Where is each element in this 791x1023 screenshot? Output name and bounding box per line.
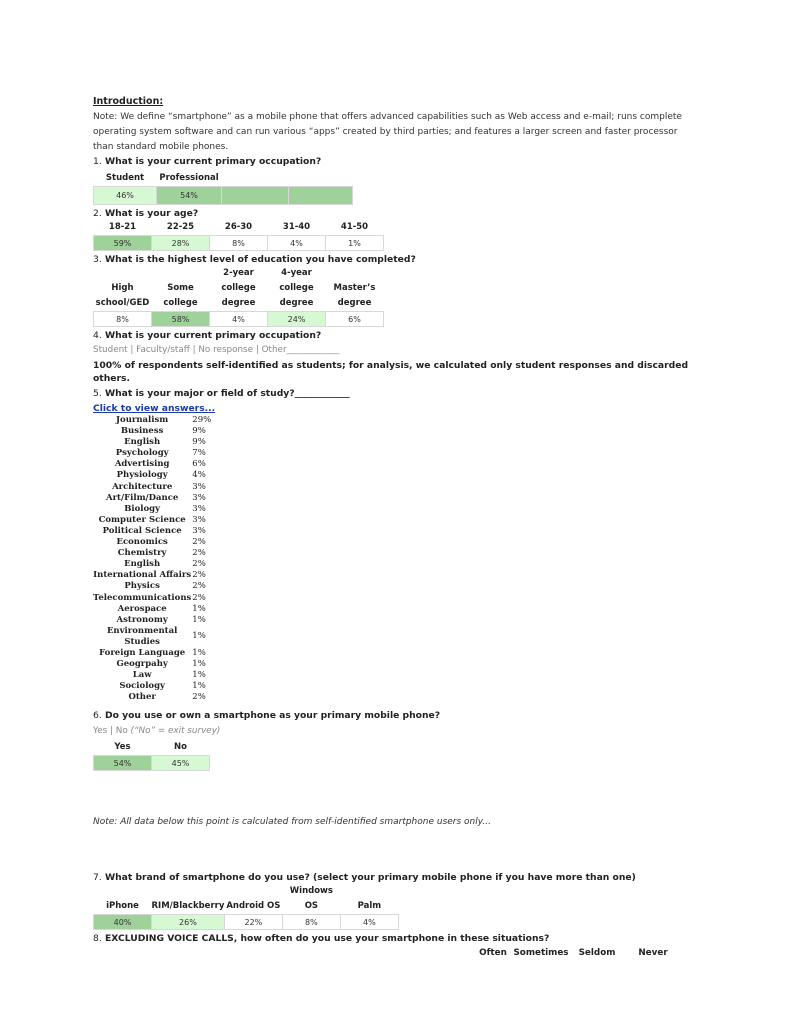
q2-table <box>93 220 384 251</box>
major-percent: 7% <box>192 448 206 459</box>
q7-header: RIM/Blackberry <box>151 901 225 912</box>
q7-value: 40% <box>94 915 152 930</box>
major-percent: 2% <box>192 592 206 603</box>
major-row <box>93 648 211 659</box>
major-name: Architecture <box>112 481 173 492</box>
major-row <box>93 537 211 548</box>
q8-header: Seldom <box>578 948 616 959</box>
major-percent: 2% <box>192 581 206 592</box>
major-percent: 9% <box>192 437 206 448</box>
q7-header: Windows OS <box>289 886 333 912</box>
q6-header: Yes <box>114 742 131 753</box>
major-row <box>93 626 211 648</box>
q2-value: 1% <box>326 236 384 251</box>
q3-header: High school/GED <box>95 283 150 308</box>
major-row <box>93 426 211 437</box>
major-percent: 1% <box>192 659 206 670</box>
q2-value: 8% <box>210 236 268 251</box>
major-percent: 2% <box>192 537 206 548</box>
q8-header: Sometimes <box>513 948 569 959</box>
question-6: 6. Do you use or own a smartphone as your primary mobile phone? <box>93 710 441 722</box>
q6-options: Yes | No (“No” = exit survey) <box>93 726 221 737</box>
major-percent: 4% <box>192 470 206 481</box>
q2-header: 26-30 <box>224 222 253 232</box>
major-row <box>93 437 211 448</box>
q1-header <box>222 171 289 187</box>
major-percent: 1% <box>192 647 206 658</box>
q3-value: 8% <box>94 312 152 327</box>
major-percent: 3% <box>192 525 206 536</box>
major-row <box>93 415 211 426</box>
q3-value: 4% <box>210 312 268 327</box>
major-name: Business <box>120 426 164 437</box>
major-row <box>93 581 211 592</box>
major-row <box>93 504 211 515</box>
q6-value: 54% <box>94 756 152 771</box>
q3-table <box>93 266 384 327</box>
major-row <box>93 470 211 481</box>
q2-header: 22-25 <box>166 222 195 232</box>
intro-note: Note: We define “smartphone” as a mobile phone that offers advanced capabilities such as Web access and e-mail; runs complete operating system software and can run various “apps” created by third parties; and features a larger screen and faster processor than standard mobile phones. <box>93 112 682 152</box>
q3-header: Some college <box>163 283 198 308</box>
q7-header: Android OS <box>226 901 281 912</box>
major-percent: 1% <box>192 614 206 625</box>
major-percent: 29% <box>192 415 212 425</box>
major-name: Psychology <box>115 448 169 459</box>
major-name: Physiology <box>116 470 168 481</box>
major-row <box>93 615 211 626</box>
q2-value: 59% <box>94 236 152 251</box>
major-row <box>93 559 211 570</box>
question-3: 3. What is the highest level of education you have completed? <box>93 254 416 265</box>
major-row <box>93 670 211 681</box>
major-percent: 3% <box>192 514 206 525</box>
major-percent: 6% <box>192 459 206 470</box>
major-row <box>93 659 211 670</box>
survey-page <box>93 96 703 960</box>
major-row <box>93 515 211 526</box>
q8-table <box>478 947 686 960</box>
major-name: English <box>124 559 161 570</box>
major-percent: 1% <box>192 603 206 614</box>
q7-table <box>93 884 399 930</box>
major-name: Political Science <box>102 525 182 536</box>
major-name: English <box>124 437 161 448</box>
q8-header: Often <box>479 948 507 959</box>
major-name: Aerospace <box>117 603 167 614</box>
major-percent: 2% <box>192 570 206 581</box>
q2-value: 28% <box>152 236 210 251</box>
q3-header: 2-year college degree <box>221 268 256 308</box>
q1-value <box>222 187 289 205</box>
major-percent: 2% <box>192 548 206 559</box>
q3-header: 4-year college degree <box>279 268 314 308</box>
q2-header: 31-40 <box>282 222 311 232</box>
q7-value: 26% <box>152 915 225 930</box>
major-percent: 9% <box>192 426 206 437</box>
q3-value: 58% <box>152 312 210 327</box>
major-name: Sociology <box>119 681 165 692</box>
major-name: Geogrpahy <box>116 659 168 670</box>
question-7: 7. What brand of smartphone do you use? (select your primary mobile phone if you have more than one) <box>93 872 636 884</box>
major-row <box>93 493 211 504</box>
major-percent: 2% <box>192 559 206 570</box>
major-name: Foreign Language <box>99 647 186 658</box>
question-4: 4. What is your current primary occupation? <box>93 330 322 341</box>
major-percent: 2% <box>192 692 206 703</box>
q2-value: 4% <box>268 236 326 251</box>
q4-note: 100% of respondents self-identified as students; for analysis, we calculated only student responses and discarded others. <box>93 360 689 384</box>
q7-value: 22% <box>224 915 282 930</box>
q7-value: 4% <box>340 915 398 930</box>
q4-options: Student | Faculty/staff | No response | Other____________ <box>93 345 340 355</box>
major-row <box>93 681 211 692</box>
major-row <box>93 482 211 493</box>
major-name: Art/Film/Dance <box>105 492 179 503</box>
major-row <box>93 604 211 615</box>
q1-header: Professional <box>159 173 219 183</box>
major-name: Computer Science <box>98 514 186 525</box>
major-name: Physics <box>124 581 160 592</box>
q1-header <box>289 171 353 187</box>
major-name: Telecommunications <box>93 592 192 603</box>
q7-header: Palm <box>357 901 382 912</box>
smartphone-note: Note: All data below this point is calculated from self-identified smartphone users only... <box>93 817 491 828</box>
majors-table <box>93 415 211 703</box>
question-8: 8. EXCLUDING VOICE CALLS, how often do you use your smartphone in these situations? <box>93 933 550 945</box>
major-percent: 1% <box>192 670 206 681</box>
major-row <box>93 570 211 581</box>
major-name: Other <box>128 692 156 703</box>
question-2: 2. What is your age? <box>93 208 199 219</box>
major-percent: 3% <box>192 481 206 492</box>
major-row <box>93 692 211 703</box>
major-name: Environmental Studies <box>106 625 178 647</box>
major-name: Journalism <box>116 415 169 425</box>
q7-header: iPhone <box>106 901 139 912</box>
q6-value: 45% <box>152 756 210 771</box>
q3-value: 24% <box>268 312 326 327</box>
question-5: 5. What is your major or field of study?____________ <box>93 388 350 399</box>
q7-value: 8% <box>282 915 340 930</box>
q1-value: 54% <box>157 187 222 205</box>
q2-header: 18-21 <box>108 222 137 232</box>
intro-title: Introduction: <box>93 96 164 107</box>
major-percent: 1% <box>192 681 206 692</box>
major-percent: 3% <box>192 503 206 514</box>
q1-table <box>93 171 353 205</box>
q6-header: No <box>174 742 187 753</box>
q1-value <box>289 187 353 205</box>
q3-header: Master’s degree <box>333 283 376 308</box>
question-1: 1. What is your current primary occupation? <box>93 156 322 167</box>
q3-value: 6% <box>326 312 384 327</box>
major-name: International Affairs <box>93 570 192 581</box>
major-name: Law <box>132 670 152 681</box>
major-row <box>93 448 211 459</box>
major-name: Chemistry <box>117 548 167 559</box>
major-name: Economics <box>116 537 168 548</box>
q6-table <box>93 740 210 771</box>
major-percent: 3% <box>192 492 206 503</box>
q1-value: 46% <box>94 187 157 205</box>
major-name: Advertising <box>114 459 170 470</box>
q8-header: Never <box>638 948 668 959</box>
major-name: Biology <box>124 503 161 514</box>
q1-header: Student <box>105 173 145 183</box>
q2-header: 41-50 <box>340 222 369 232</box>
major-percent: 1% <box>192 631 206 642</box>
major-name: Astronomy <box>116 614 168 625</box>
major-row <box>93 548 211 559</box>
view-answers-link[interactable]: Click to view answers... <box>93 403 216 414</box>
major-row <box>93 526 211 537</box>
major-row <box>93 593 211 604</box>
major-row <box>93 459 211 470</box>
